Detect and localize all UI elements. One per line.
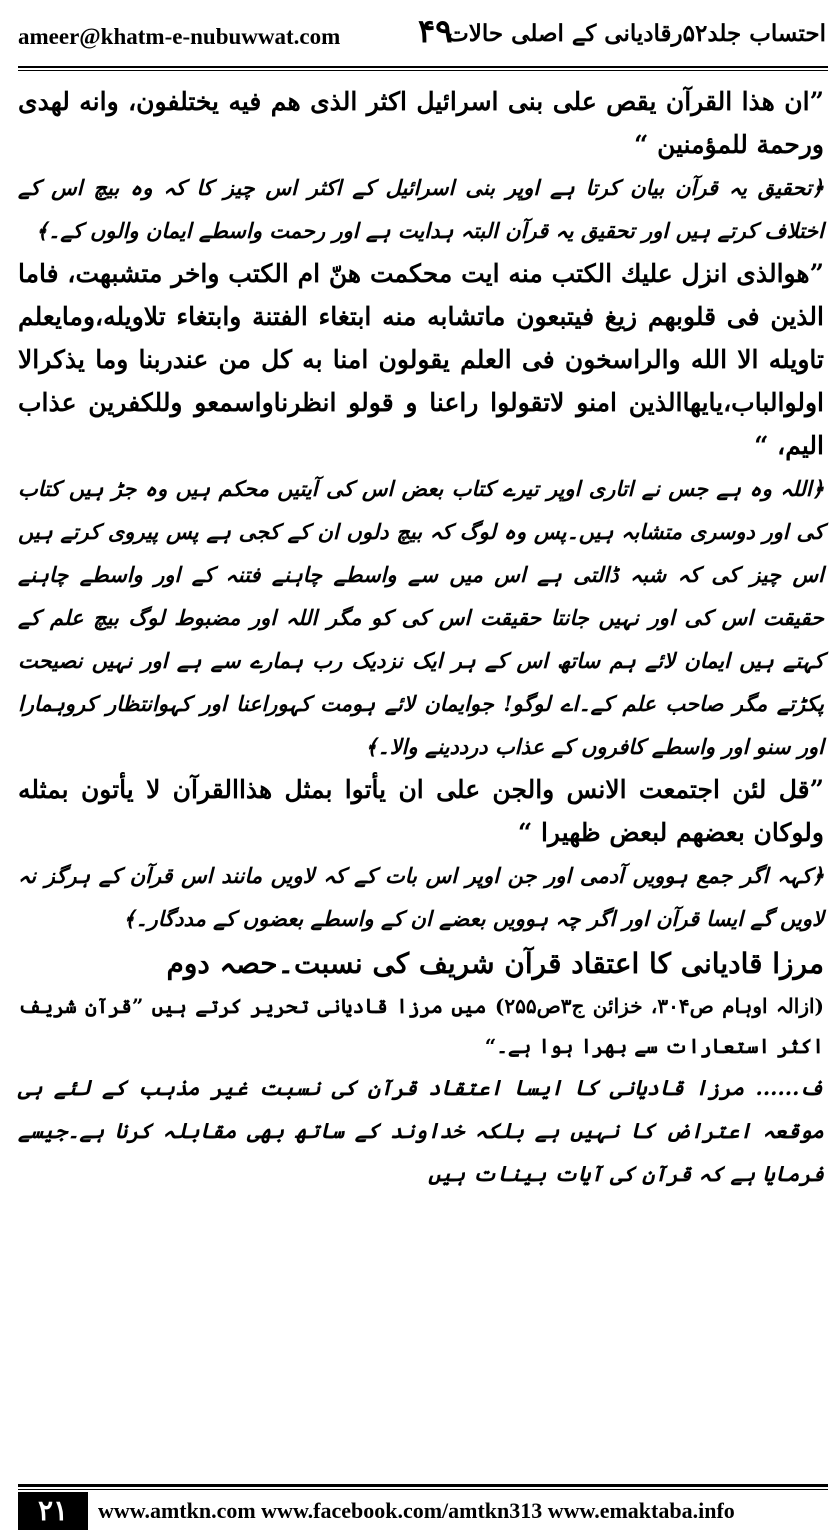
arabic-verse-3: ”قل لئن اجتمعت الانس والجن على ان يأتوا بمثل هذاالقرآن لا يأتون بمثله ولوكان بعضهم لبعض ظهيرا “ bbox=[18, 775, 824, 847]
header-rule bbox=[18, 66, 828, 68]
footer-rule bbox=[18, 1484, 828, 1487]
footer-links: www.amtkn.com www.facebook.com/amtkn313 www.emaktaba.info bbox=[98, 1498, 735, 1523]
section-heading: مرزا قادیانی کا اعتقاد قرآن شریف کی نسبت۔حصہ دوم bbox=[166, 947, 824, 980]
urdu-translation-2: ﴿اللہ وہ ہے جس نے اتاری اوپر تیرے کتاب بعض اس کی آیتیں محکم ہیں وہ جڑ ہیں کتاب کی اور دوسری متشابہ ہیں۔پس وہ لوگ کہ بیچ دلوں ان کے کجی ہے پس پیروی کرتے ہیں اس چیز کی کہ شبہ ڈالتی ہے اس میں سے واسطے چاہنے فتنہ کے اور واسطے چاہنے حقیقت اس کی اور نہیں جانتا حقیقت اس کی کو مگر اللہ اور مضبوط لوگ بیچ علم کے کہتے ہیں ایمان لائے ہم ساتھ اس کے ہر ایک نزدیک رب ہمارے سے ہے اور نہیں نصیحت پکڑتے مگر صاحب علم کے۔اے لوگو! جوایمان لائے ہومت کہوراعنا اور کہوانتظار کروہمارا اور سنو اور واسطے کافروں کے عذاب درددینے والا۔﴾ bbox=[18, 476, 824, 759]
arabic-verse-2: ”هوالذى انزل عليك الكتب منه ايت محكمت هنّ ام الكتب واخر متشبهت، فاما الذين فى قلوبهم زيغ فيتبعون ماتشابه منه ابتغاء الفتنة وابتغاء تلاويله،ومايعلم تاويله الا الله والراسخون فى العلم يقولون امنا به كل من عندربنا وما يذكرالا اولوالباب،يايهاالذين امنو لاتقولوا راعنا و قولو انظرناواسمعو وللكفرين عذاب اليم، “ bbox=[18, 259, 824, 460]
footer-page-number: ۲۱ bbox=[18, 1492, 88, 1530]
header-page-number: ۴۹ bbox=[418, 12, 453, 50]
page-body bbox=[18, 80, 824, 1195]
header-email: ameer@khatm-e-nubuwwat.com bbox=[18, 24, 341, 49]
reference-quote: (ازالہ اوہام ص۳۰۴، خزائن ج۳ص۲۵۵) میں مرزا قادیانی تحریر کرتے ہیں ”قرآن شریف اکثر استعارات سے بھرا ہوا ہے۔“ bbox=[18, 994, 824, 1058]
footer-rule-thin bbox=[18, 1489, 828, 1490]
urdu-translation-3: ﴿کہہ اگر جمع ہوویں آدمی اور جن اوپر اس بات کے کہ لاویں مانند اس قرآن کے ہرگز نہ لاویں گے ایسا قرآن اور اگر چہ ہوویں بعضے ان کے واسطے بعضوں کے مددگار۔﴾ bbox=[18, 863, 824, 931]
commentary-paragraph: ف...... مرزا قادیانی کا ایسا اعتقاد قرآن کی نسبت غیر مذہب کے لئے ہی موقعہ اعتراض کا نہیں ہے بلکہ خداوند کے ساتھ بھی مقابلہ کرنا ہے۔جیسے فرمایا ہے کہ قرآن کی آیات بینات ہیں bbox=[18, 1075, 824, 1186]
urdu-translation-1: ﴿تحقیق یہ قرآن بیان کرتا ہے اوپر بنی اسرائیل کے اکثر اس چیز کا کہ وہ بیچ اس کے اختلاف کرتے ہیں اور تحقیق یہ قرآن البتہ ہدایت ہے اور رحمت واسطے ایمان والوں کے۔﴾ bbox=[18, 175, 824, 243]
arabic-verse-1: ”ان هذا القرآن يقص على بنى اسرائيل اكثر الذى هم فيه يختلفون، وانه لهدى ورحمة للمؤمنين “ bbox=[18, 87, 824, 159]
page-header bbox=[18, 0, 826, 70]
header-rule-thin bbox=[18, 70, 828, 71]
header-book-title: احتساب جلد۵۲رقادیانی کے اصلی حالات bbox=[447, 20, 826, 47]
page-footer bbox=[18, 1484, 828, 1532]
